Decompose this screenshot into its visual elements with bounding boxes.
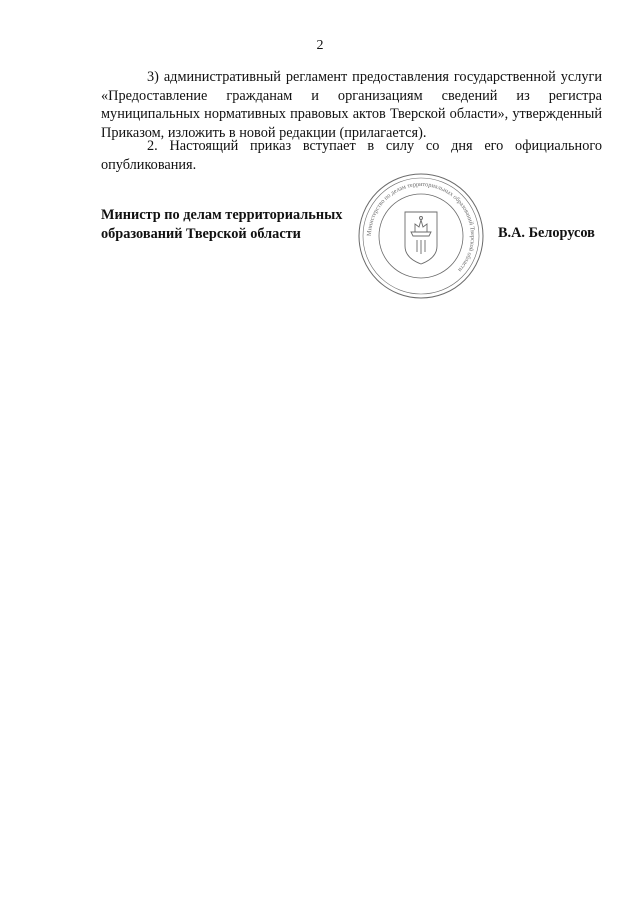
signer-position-line2: образований Тверской области bbox=[101, 225, 301, 242]
signer-name: В.А. Белорусов bbox=[498, 225, 595, 241]
coat-of-arms-emblem bbox=[405, 212, 437, 264]
paragraph-effective-date: 2. Настоящий приказ вступает в силу со дня его официального опубликования. bbox=[101, 138, 602, 173]
signer-position-line1: Министр по делам территориальных bbox=[101, 207, 343, 223]
signer-position bbox=[101, 206, 342, 243]
paragraph-regulation: 3) административный регламент предоставления государственной услуги «Предоставление гражданам и организациям сведений из регистра муниципальных нормативных правовых актов Тверской области», утвержденный Приказом, изложить в новой редакции (прилагается). bbox=[101, 69, 602, 141]
official-seal-stamp bbox=[357, 172, 485, 300]
seal-circular-text bbox=[366, 181, 476, 274]
seal-text-path: Министерство по делам территориальных образований Тверской области bbox=[365, 180, 477, 274]
page-number: 2 bbox=[316, 38, 324, 53]
